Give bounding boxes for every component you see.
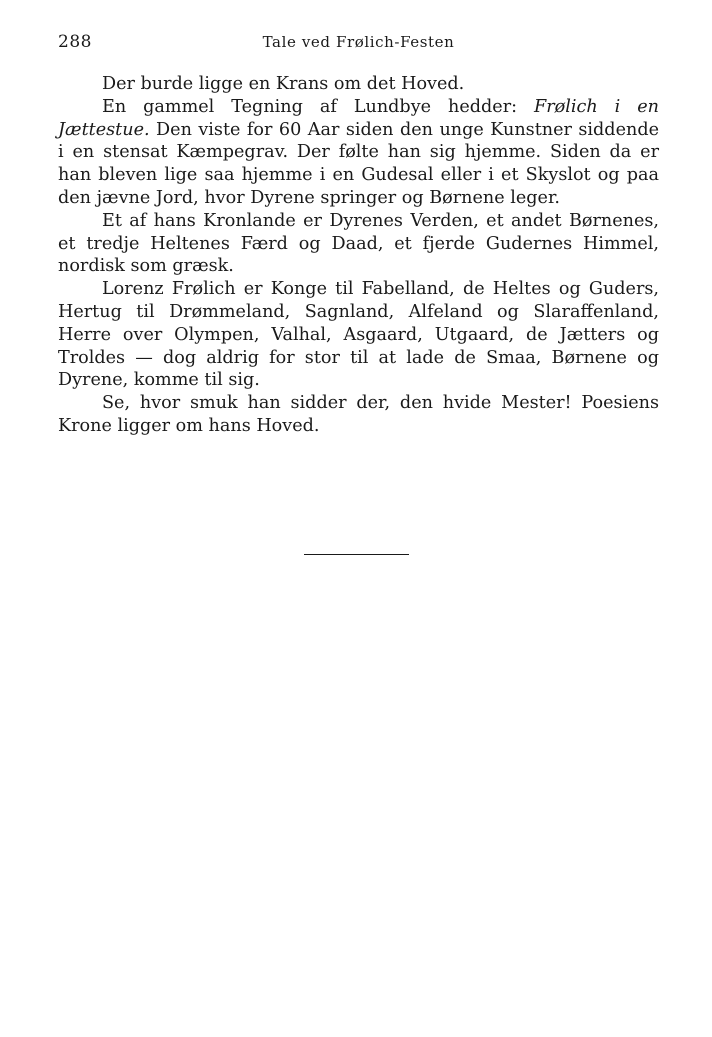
paragraph-4: Lorenz Frølich er Konge til Fabelland, de Heltes og Guders, Hertug til Drømmeland, Sagnland, Alfeland og Slaraffenland, Herre over Olympen, Valhal, Asgaard, Utgaard, de Jætters og Troldes — dog aldrig for stor til at lade de Smaa, Børnene og Dyrene, komme til sig.	[58, 279, 659, 391]
paragraph-2-lead: En gammel Tegning af Lundbye hedder:	[102, 96, 535, 117]
running-title: Tale ved Frølich-Festen	[262, 33, 455, 51]
paragraph-3: Et af hans Kronlande er Dyrenes Verden, et andet Børnenes, et tredje Heltenes Færd og Daad, et fjerde Gudernes Himmel, nordisk som græsk.	[58, 210, 659, 277]
running-head	[58, 32, 659, 56]
paragraph-2	[58, 96, 659, 210]
drawing-title: Frølich i en Jættestue.	[58, 96, 659, 140]
paragraph-1: Der burde ligge en Krans om det Hoved.	[102, 74, 465, 94]
paragraph-2-rest: Den viste for 60 Aar siden den unge Kunstner siddende i en stensat Kæmpegrav. Der følte han sig hjemme. Siden da er han bleven lige saa hjemme i en Gudesal eller i et Skyslot og paa den jævne Jord, hvor Dyrene springer og Børnene leger.	[58, 119, 659, 208]
page-number: 288	[58, 32, 92, 52]
body-text	[58, 73, 659, 438]
paragraph-5: Se, hvor smuk han sidder der, den hvide Mester! Poesiens Krone ligger om hans Hoved.	[58, 393, 659, 436]
end-rule	[304, 554, 409, 555]
